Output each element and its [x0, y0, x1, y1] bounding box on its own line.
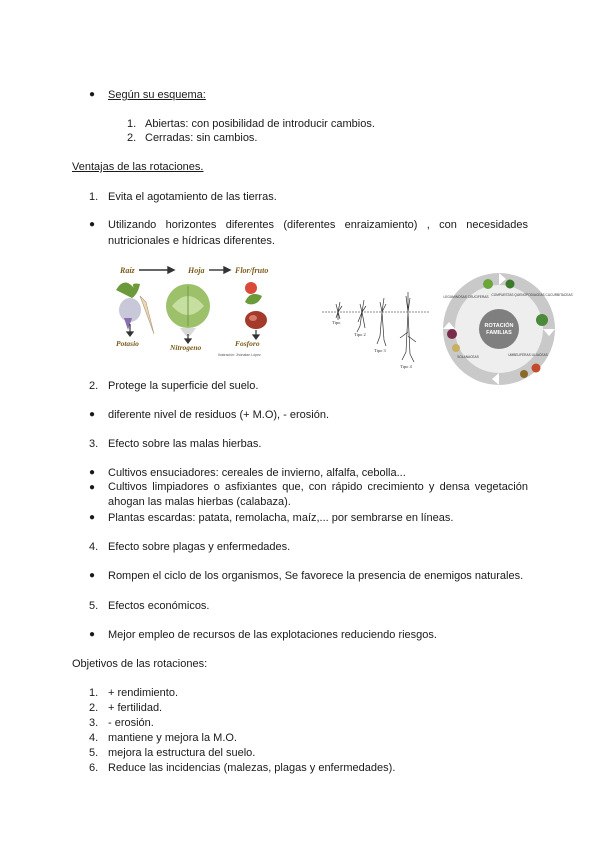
family-label: SOLANACEAS — [457, 355, 479, 359]
label-nitrogeno: Nitrogeno — [170, 343, 202, 352]
ventajas-heading: Ventajas de las rotaciones. — [72, 161, 204, 173]
list-number: 1. — [127, 118, 137, 130]
list-item: + rendimiento. — [108, 687, 179, 699]
root-label: Tipo 4 — [400, 364, 412, 369]
root-label: Tipo 3 — [374, 348, 386, 353]
objetivos-heading: Objetivos de las rotaciones: — [72, 658, 208, 670]
list-item: Evita el agotamiento de las tierras. — [108, 191, 277, 203]
list-number: 2. — [127, 132, 137, 144]
bullet-text: Cultivos ensuciadores: cereales de invierno, alfalfa, cebolla... — [108, 467, 406, 479]
list-item: Efecto sobre las malas hierbas. — [108, 438, 262, 450]
bullet-text: Utilizando horizontes diferentes (diferentes enraizamiento) , con necesidades nutricionales e hídricas diferentes. — [108, 219, 528, 247]
family-label: COMPUESTAS QUENOPODIACEAS CUCURBITACEAS — [491, 293, 573, 297]
list-item: Protege la superficie del suelo. — [108, 380, 259, 392]
wheel-center-line1: ROTACIÓN — [484, 323, 514, 329]
bullet-text: Cultivos limpiadores o asfixiantes que, con rápido crecimiento y densa vegetación ahogan las malas hierbas (calabaza). — [108, 481, 528, 508]
label-fosforo: Fosforo — [235, 339, 260, 348]
list-item: Abiertas: con posibilidad de introducir cambios. — [145, 118, 375, 130]
list-number: 2. — [89, 380, 99, 392]
esquema-heading: Según su esquema: — [108, 89, 206, 101]
bullet-marker: ● — [89, 512, 96, 523]
list-number: 3. — [89, 438, 99, 450]
bullet-marker: ● — [89, 409, 96, 420]
list-number: 5. — [89, 600, 99, 612]
bullet-marker: ● — [89, 629, 96, 640]
list-number: 1. — [89, 191, 99, 203]
list-item: Efectos económicos. — [108, 600, 210, 612]
root-vegetable-icon — [116, 282, 154, 334]
bullet-text: Plantas escardas: patata, remolacha, maíz,... por sembrarse en líneas. — [108, 512, 454, 524]
list-item: Efecto sobre plagas y enfermedades. — [108, 541, 291, 553]
family-label: UMBELIFERAS LILIACEAS — [508, 353, 548, 357]
list-item: + fertilidad. — [108, 702, 163, 714]
label-potasio: Potasio — [116, 339, 139, 348]
bullet-marker: ● — [89, 467, 96, 478]
figure-caption: Ilustración: Jhonatan López — [218, 353, 261, 357]
list-number: 3. — [89, 717, 99, 729]
list-item: Reduce las incidencias (malezas, plagas y enfermedades). — [108, 762, 396, 774]
list-number: 5. — [89, 747, 99, 759]
root-label: Tipo — [332, 320, 341, 325]
bullet-marker: ● — [89, 219, 96, 230]
rotation-wheel-diagram — [436, 270, 573, 388]
bullet-marker: ● — [89, 482, 96, 493]
label-flor: Flor/fruto — [235, 266, 269, 275]
label-hoja: Hoja — [188, 266, 205, 275]
list-item: mantiene y mejora la M.O. — [108, 732, 237, 744]
list-number: 2. — [89, 702, 99, 714]
list-item: - erosión. — [108, 717, 154, 729]
wheel-center-line2: FAMILIAS — [486, 330, 512, 336]
bullet-marker: ● — [89, 570, 96, 581]
plant-parts-illustration — [110, 262, 280, 358]
root-depth-sketch — [320, 292, 432, 372]
list-number: 4. — [89, 541, 99, 553]
flower-fruit-icon — [245, 282, 267, 329]
list-number: 6. — [89, 762, 99, 774]
bullet-marker: ● — [89, 89, 96, 100]
list-item: mejora la estructura del suelo. — [108, 747, 256, 759]
bullet-text: diferente nivel de residuos (+ M.O), - erosión. — [108, 409, 330, 421]
bullet-text: Rompen el ciclo de los organismos, Se favorece la presencia de enemigos naturales. — [108, 570, 524, 582]
list-number: 1. — [89, 687, 99, 699]
label-raiz: Raíz — [120, 266, 135, 275]
family-label: LEGUMINOSAS CRUCIFERAS — [443, 295, 489, 299]
root-label: Tipo 2 — [354, 332, 366, 337]
cabbage-icon — [166, 284, 210, 336]
bullet-text: Mejor empleo de recursos de las explotaciones reduciendo riesgos. — [108, 629, 437, 641]
arrow-icons — [139, 267, 230, 273]
list-item: Cerradas: sin cambios. — [145, 132, 258, 144]
list-number: 4. — [89, 732, 99, 744]
